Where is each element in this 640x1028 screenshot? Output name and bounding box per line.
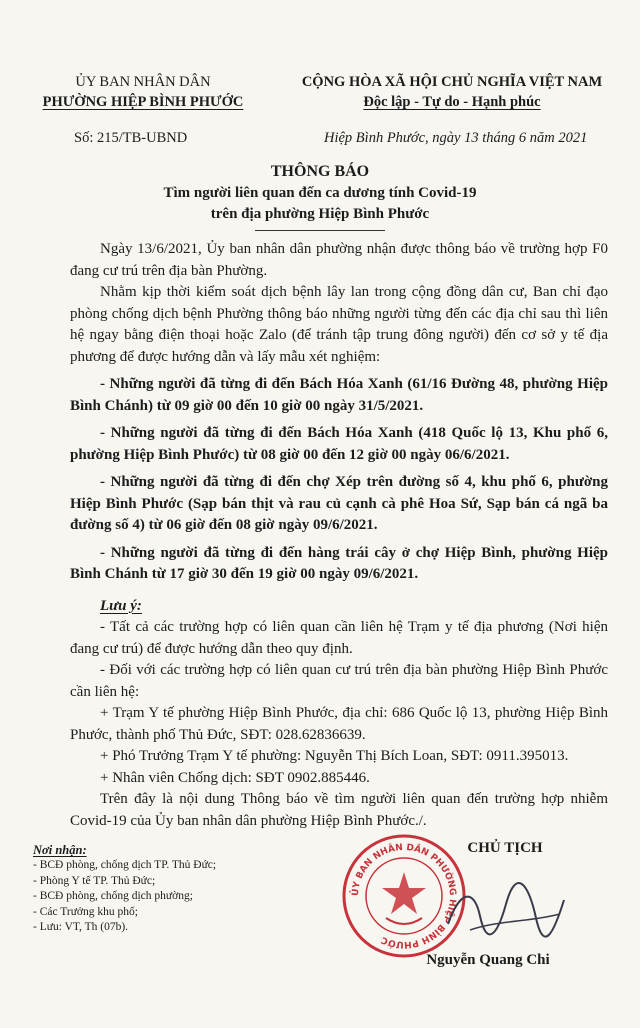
paragraph-intro: Ngày 13/6/2021, Ủy ban nhân dân phường nhận được thông báo về trường hợp F0 đang cư trú trên địa bàn Phường. (70, 241, 608, 279)
contact-item: + Trạm Y tế phường Hiệp Bình Phước, địa chỉ: 686 Quốc lộ 13, phường Hiệp Bình Phước, thành phố Thủ Đức, SĐT: 028.62836639. (70, 705, 608, 743)
location-item: - Những người đã từng đi đến chợ Xép trên đường số 4, khu phố 6, phường Hiệp Bình Phước (Sạp bán thịt và rau củ cạnh cà phê Hoa Sứ, Sạp bán cá ngã ba đường số 4) từ 06 giờ đến 08 giờ ngày 09/6/2021. (70, 474, 608, 533)
national-motto (272, 72, 632, 112)
recipients-list (33, 842, 333, 936)
recipients-label: Nơi nhận: (33, 843, 87, 857)
note-item: - Tất cả các trường hợp có liên quan cần liên hệ Trạm y tế địa phương (Nơi hiện đang cư trú) để được hướng dẫn theo quy định. (70, 619, 608, 657)
recipient-item: - Các Trưởng khu phố; (33, 905, 138, 918)
location-item: - Những người đã từng đi đến hàng trái cây ở chợ Hiệp Bình, phường Hiệp Bình Chánh từ 17 giờ 30 đến 19 giờ 00 ngày 09/6/2021. (70, 544, 608, 582)
signature-block (340, 830, 600, 980)
note-item: - Đối với các trường hợp có liên quan cư trú trên địa bàn phường Hiệp Bình Phước cần liên hệ: (70, 662, 608, 700)
note-label: Lưu ý: (100, 597, 142, 614)
motto: Độc lập - Tự do - Hạnh phúc (363, 94, 541, 110)
document-date: Hiệp Bình Phước, ngày 13 tháng 6 năm 2021 (324, 130, 588, 146)
handwritten-signature-icon (440, 870, 570, 950)
country-name: CỘNG HÒA XÃ HỘI CHỦ NGHĨA VIỆT NAM (301, 74, 603, 90)
location-item: - Những người đã từng đi đến Bách Hóa Xanh (61/16 Đường 48, phường Hiệp Bình Chánh) từ 09 giờ 00 đến 10 giờ 00 ngày 31/5/2021. (70, 376, 608, 414)
document-number: Số: 215/TB-UBND (74, 130, 188, 146)
contact-item: + Phó Trưởng Trạm Y tế phường: Nguyễn Thị Bích Loan, SĐT: 0911.395013. (100, 748, 569, 764)
closing-paragraph: Trên đây là nội dung Thông báo về tìm người liên quan đến trường hợp nhiễm Covid-19 của Ủy ban nhân dân phường Hiệp Bình Phước./. (70, 791, 608, 829)
title-sub-1: Tìm người liên quan đến ca dương tính Covid-19 (163, 185, 477, 201)
svg-text:ỦY BAN NHÂN DÂN PHƯỜNG HIỆP BÌ: ỦY BAN NHÂN DÂN PHƯỜNG HIỆP BÌNH PHƯỚC (350, 842, 458, 950)
authority-line-2: PHƯỜNG HIỆP BÌNH PHƯỚC (42, 94, 244, 110)
title-sub-2: trên địa phường Hiệp Bình Phước (210, 206, 430, 222)
contact-item: + Nhân viên Chống dịch: SĐT 0902.885446. (100, 769, 370, 786)
title-main: THÔNG BÁO (270, 163, 370, 180)
signatory-name: Nguyễn Quang Chi (426, 952, 550, 968)
document-body (70, 239, 608, 832)
authority-line-1: ỦY BAN NHÂN DÂN (75, 74, 211, 90)
recipient-item: - Lưu: VT, Th (07b). (33, 921, 129, 933)
location-item: - Những người đã từng đi đến Bách Hóa Xanh (418 Quốc lộ 13, Khu phố 6, phường Hiệp Bình Phước) từ 08 giờ 00 đến 12 giờ 00 ngày 06/6/2021. (70, 425, 608, 463)
title-divider (255, 230, 385, 231)
recipient-item: - BCĐ phòng, chống dịch phường; (33, 890, 193, 902)
recipient-item: - Phòng Y tế TP. Thủ Đức; (33, 874, 156, 887)
document-title (60, 161, 580, 231)
recipient-item: - BCĐ phòng, chống dịch TP. Thủ Đức; (33, 859, 217, 871)
signatory-title: CHỦ TỊCH (467, 840, 543, 856)
paragraph-directive: Nhằm kịp thời kiểm soát dịch bệnh lây lan trong cộng đồng dân cư, Ban chỉ đạo phòng chống dịch bệnh Phường thông báo những người từng đến các địa chỉ sau thì liên hệ ngay bằng điện thoại hoặc Zalo (để tránh tập trung đông người) đến cơ sở y tế địa phương để được hướng dẫn và lấy mẫu xét nghiệm: (70, 284, 608, 365)
issuing-authority (18, 72, 268, 112)
